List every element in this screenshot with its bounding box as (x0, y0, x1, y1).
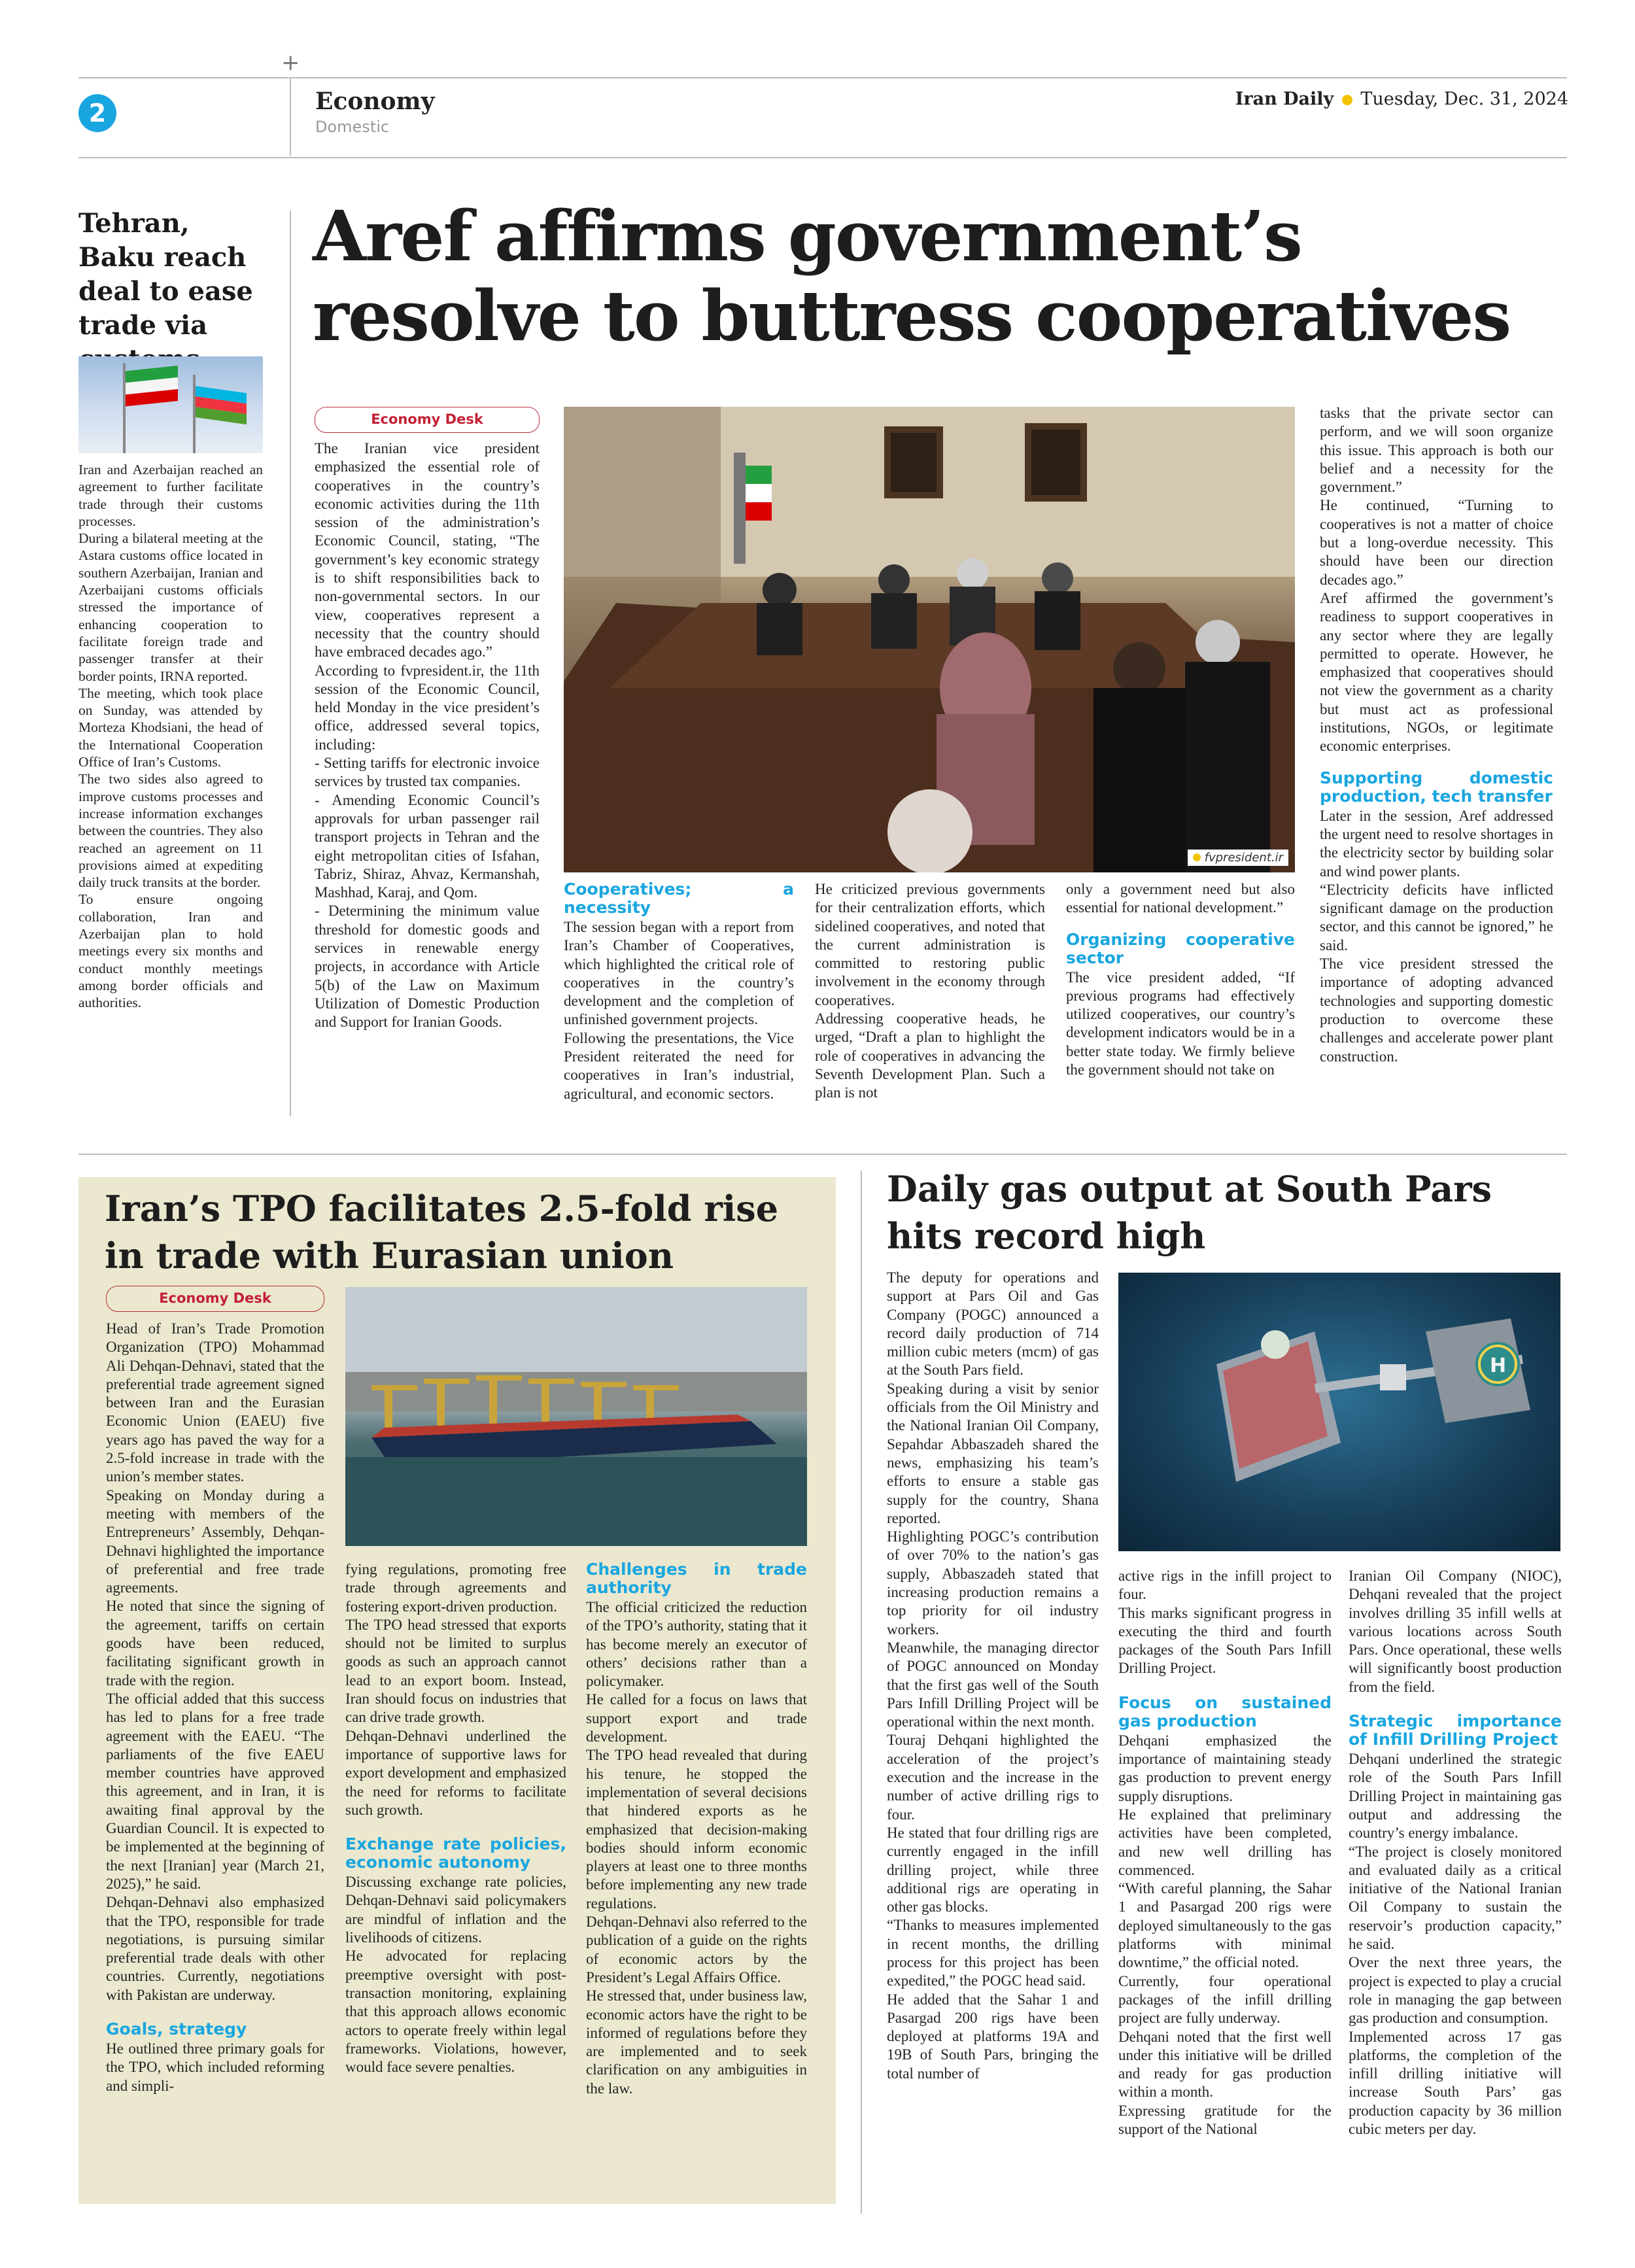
gas-col-2 (1118, 1567, 1332, 2139)
tpo-desk-tag: Economy Desk (106, 1286, 324, 1312)
paragraph: Dehqani noted that the first well under this initiative will be drilled and ready for gas production within a month. (1118, 2028, 1332, 2101)
paragraph: Addressing cooperative heads, he urged, “Draft a plan to highlight the role of cooperatives in advancing the Seventh Development Plan. Such a plan is not (815, 1010, 1045, 1101)
paragraph: Dehqan-Dehnavi underlined the importance of supportive laws for export development and emphasized the need for reforms to facilitate such growth. (345, 1727, 566, 1818)
paragraph: He stated that four drilling rigs are currently engaged in the infill drilling project, while three additional rigs are operating in other gas blocks. (887, 1824, 1099, 1916)
main-headline: Aref affirms government’s resolve to buttress cooperatives (313, 195, 1511, 356)
paragraph: The TPO head revealed that during his tenure, he stopped the implementation of several decisions that hindered exports as he emphasized that decision-making bodies should inform economic players at least one to three months before implementing any new trade regulations. (586, 1747, 807, 1912)
paragraph: - Setting tariffs for electronic invoice services by trusted tax companies. (315, 755, 540, 790)
paragraph: Over the next three years, the project is expected to play a crucial role in managing the gap between gas production and consumption. (1349, 1954, 1562, 2027)
tpo-headline-line1: Iran’s TPO facilitates 2.5-fold rise (105, 1188, 779, 1229)
paragraph: He advocated for replacing preemptive oversight with post-transaction monitoring, explaining that this approach allows economic actors to operate freely within legal frameworks. Violations, however, would face severe penalties. (345, 1948, 566, 2076)
paragraph: Currently, four operational packages of the infill drilling project are fully underway. (1118, 1972, 1332, 2027)
paragraph: active rigs in the infill project to four. (1118, 1568, 1332, 1603)
paragraph: He called for a focus on laws that support export and trade development. (586, 1691, 807, 1745)
main-subhead-organizing: Organizing cooperative sector (1066, 929, 1295, 967)
main-col-2 (564, 880, 794, 1103)
paragraph: “With careful planning, the Sahar 1 and Pasargad 200 rigs were deployed simultaneously to the gas platforms with minimal downtime,” the official noted. (1118, 1880, 1332, 1971)
main-subhead-supporting: Supporting domestic production, tech transfer (1320, 768, 1553, 806)
svg-text:H: H (1490, 1354, 1507, 1377)
section-title: Economy (315, 88, 435, 115)
paragraph: He stressed that, under business law, economic actors have the right to be informed of regulations before they are implemented and to seek clarification on any ambiguities in the law. (586, 1987, 807, 2097)
paragraph: This marks significant progress in executing the third and fourth packages of the South Pars Infill Drilling Project. (1118, 1604, 1332, 1677)
paragraph: Meanwhile, the managing director of POGC announced on Monday that the first gas well of the South Pars Infill Drilling Project will be operational within the next month. (887, 1639, 1099, 1730)
sidebar-headline: Tehran, Baku reach deal to ease trade via (78, 208, 253, 341)
paragraph: During a bilateral meeting at the Astara customs office located in southern Azerbaijan, Iranian and Azerbaijani customs officials stressed the importance of enhancing cooperation to facilitate foreign trade and passenger transfer at their border points, IRNA reported. (78, 530, 263, 684)
meeting-illustration (564, 407, 1295, 872)
paragraph: Iran and Azerbaijan reached an agreement to further facilitate trade through their customs processes. (78, 462, 263, 529)
tpo-col-2 (345, 1560, 566, 2076)
paragraph: The vice president stressed the importance of adopting advanced technologies and supporting domestic production to overcome these challenges and accelerate power plant construction. (1320, 955, 1553, 1065)
tpo-headline (105, 1185, 824, 1279)
paragraph: - Determining the minimum value threshold for domestic goods and services in renewable energy projects, in accordance with Article 5(b) of the Law on Maximum Utilization of Domestic Production and Support for Iranian Goods. (315, 902, 540, 1031)
port-photo (345, 1287, 807, 1546)
subsection-title: Domestic (315, 118, 390, 136)
paragraph: Iranian Oil Company (NIOC), Dehqani revealed that the project involves drilling 35 infill wells at various locations across South Pars. Once operational, these wells will significantly boost production from the field. (1349, 1568, 1562, 1695)
paragraph: Dehqani emphasized the importance of maintaining steady gas production to prevent energy supply disruptions. (1118, 1732, 1332, 1804)
paragraph: The Iranian vice president emphasized the essential role of cooperatives in the country’s economic activities during the 11th session of the administration’s Economic Council, stating, “The government’s key economic strategy is to shift responsibilities back to non-governmental sectors. In our view, cooperatives represent a necessity that the country should have embraced decades ago.” (315, 440, 540, 661)
header-divider (290, 77, 291, 156)
masthead (1235, 89, 1568, 109)
main-col-1 (315, 439, 540, 1032)
paragraph: Expressing gratitude for the support of the National (1118, 2102, 1332, 2138)
crop-mark: + (281, 50, 300, 76)
page-number-badge: 2 (78, 94, 116, 132)
tpo-headline-line2: in trade with Eurasian union (105, 1235, 674, 1277)
dot-icon (1342, 95, 1352, 105)
paragraph: He continued, “Turning to cooperatives is not a matter of choice but a long-overdue necessity. This should have been our direction decades ago.” (1320, 497, 1553, 588)
header-top-rule (78, 77, 1567, 78)
paragraph: Speaking during a visit by senior officials from the Oil Ministry and the National Iranian Oil Company, Sepahdar Abbaszadeh shared the news, emphasizing his team’s efforts to ensure a stable gas supply for the country, Shana reported. (887, 1380, 1099, 1526)
main-subhead-cooperatives: Cooperatives; a necessity (564, 880, 794, 917)
sidebar-body (78, 461, 263, 1012)
paragraph: Later in the session, Aref addressed the urgent need to resolve shortages in the electricity sector by building solar and wind power plants. (1320, 807, 1553, 880)
paragraph: He added that the Sahar 1 and Pasargad 200 rigs have been deployed at platforms 19A and 19B of South Pars, bringing the total number of (887, 1991, 1099, 2082)
paragraph: The vice president added, “If previous programs had effectively utilized cooperatives, our country’s development indicators would be in a better state today. We firmly believe the government should not take on (1066, 969, 1295, 1078)
tpo-col-3 (586, 1560, 807, 2098)
tpo-subhead-challenges: Challenges in trade authority (586, 1560, 807, 1597)
bottom-divider (861, 1171, 862, 2214)
main-col-5 (1320, 404, 1553, 1066)
gas-col-1 (887, 1269, 1099, 2083)
paragraph: The TPO head stressed that exports should not be limited to surplus goods as such an approach cannot lead to an export boom. Instead, Iran should focus on industries that can drive trade growth. (345, 1616, 566, 1726)
sidebar-divider (290, 211, 291, 1116)
paragraph: Dehqan-Dehnavi also emphasized that the TPO, responsible for trade negotiations, is pursuing similar preferential trade deals with other countries. Currently, negotiations with Pakistan are underway. (106, 1894, 324, 2003)
paper-name: Iran Daily (1235, 89, 1334, 109)
header-bottom-rule (78, 157, 1567, 158)
tpo-col-1 (106, 1320, 324, 2095)
paragraph: According to fvpresident.ir, the 11th session of the Economic Council, held Monday in the vice president’s office, addressed several topics, including: (315, 662, 540, 753)
paragraph: He criticized previous governments for their centralization efforts, which sidelined cooperatives, and noted that the current administration is committed to restoring public involvement in the economy through cooperatives. (815, 881, 1045, 1008)
paragraph: “Electricity deficits have inflicted significant damage on the production sector, and this cannot be ignored,” he said. (1320, 881, 1553, 954)
paragraph: The official criticized the reduction of the TPO’s authority, stating that it has become merely an executor of others’ decisions rather than a policymaker. (586, 1599, 807, 1690)
platform-illustration (1118, 1273, 1560, 1551)
paragraph: The two sides also agreed to improve customs processes and increase information exchanges between the countries. They also reached an agreement on 11 provisions aimed at expediting daily truck transits at the border. (78, 771, 263, 891)
flags-photo (78, 356, 263, 453)
gas-headline (887, 1165, 1541, 1260)
paragraph: “The project is closely monitored and evaluated daily as a critical initiative of the National Iranian Oil Company to sustain the reservoir’s production capacity,” he said. (1349, 1843, 1562, 1953)
mid-rule (78, 1154, 1567, 1155)
paragraph: tasks that the private sector can perform, and we will soon organize this issue. This approach is both our belief and a necessity for the government.” (1320, 405, 1553, 496)
tpo-subhead-goals: Goals, strategy (106, 2019, 247, 2038)
meeting-photo (564, 407, 1295, 872)
main-col4-top: only a government need but also essential for national development.” (1066, 881, 1295, 916)
gas-col-3 (1349, 1567, 1562, 2139)
paragraph: Discussing exchange rate policies, Dehqan-Dehnavi said policymakers are mindful of inflation and the livelihoods of citizens. (345, 1874, 566, 1946)
paragraph: “Thanks to measures implemented in recent months, the drilling process for this project has been expedited,” the POGC head said. (887, 1917, 1099, 1989)
paragraph: Implemented across 17 gas platforms, the completion of the infill drilling initiative will increase South Pars’ gas production capacity by 36 million cubic meters per day. (1349, 2028, 1562, 2138)
tpo-subhead-exchange: Exchange rate policies, economic autonomy (345, 1834, 566, 1872)
paragraph: The deputy for operations and support at Pars Oil and Gas Company (POGC) announced a record daily production of 714 million cubic meters (mcm) of gas at the South Pars field. (887, 1269, 1099, 1379)
port-illustration (345, 1287, 807, 1546)
paragraph: Head of Iran’s Trade Promotion Organization (TPO) Mohammad Ali Dehqan-Dehnavi, stated that the preferential trade agreement signed between Iran and the Eurasian Economic Union (EAEU) five years ago has paved the way for a 2.5-fold increase in trade with the union’s member states. (106, 1320, 324, 1485)
issue-date: Tuesday, Dec. 31, 2024 (1360, 89, 1568, 109)
paragraph: Dehqani underlined the strategic role of the South Pars Infill Drilling Project in maintaining gas output and addressing the country’s energy imbalance. (1349, 1751, 1562, 1842)
flags-illustration (78, 356, 263, 453)
photo-credit (1188, 850, 1288, 866)
paragraph: The official added that this success has led to plans for a free trade agreement with the EAEU. “The parliaments of the five EAEU member countries have approved this agreement, and in Iran, it is awaiting final approval by the Guardian Council. It is expected to be implemented at the beginning of the next [Iranian] year (March 21, 2025),” he said. (106, 1690, 324, 1892)
paragraph: Touraj Dehqani highlighted the acceleration of the project’s execution and the increase in the number of active drilling rigs to four. (887, 1732, 1099, 1823)
paragraph: Following the presentations, the Vice President reiterated the need for cooperatives in Iran’s industrial, agricultural, and economic sectors. (564, 1029, 794, 1102)
gas-subhead-focus: Focus on sustained gas production (1118, 1692, 1332, 1730)
credit-dot-icon (1193, 853, 1201, 861)
gas-subhead-strategic: Strategic importance of Infill Drilling Project (1349, 1711, 1562, 1749)
paragraph: - Amending Economic Council’s approvals for urban passenger rail transport projects in Tehran and the eight metropolitan cities of Isfahan, Tabriz, Shiraz, Ahvaz, Kermanshah, Mashhad, Karaj, and Qom. (315, 791, 540, 901)
platform-photo (1118, 1273, 1560, 1551)
paragraph: Speaking on Monday during a meeting with members of the Entrepreneurs’ Assembly, Dehqan-Dehnavi highlighted the importance of preferential and free trade agreements. (106, 1486, 324, 1596)
paragraph: Highlighting POGC’s contribution of over 70% to the nation’s gas supply, Abbaszadeh stated that increasing production remains a top priority for oil industry workers. (887, 1528, 1099, 1638)
paragraph: Dehqan-Dehnavi also referred to the publication of a guide on the rights of economic actors by the President’s Legal Affairs Office. (586, 1914, 807, 1985)
paragraph: He explained that preliminary activities have been completed, and new well drilling has commenced. (1118, 1806, 1332, 1878)
main-col-4 (1066, 880, 1295, 1079)
paragraph: To ensure ongoing collaboration, Iran and Azerbaijan plan to hold meetings every six months and conduct monthly meetings among border officials and authorities. (78, 891, 263, 1011)
paragraph: Aref affirmed the government’s readiness to support cooperatives in any sector where they are legally permitted to operate. However, he emphasized that cooperatives should not view the government as a charity but must act as professional institutions, NGOs, or legitimate economic enterprises. (1320, 589, 1553, 755)
paragraph: The meeting, which took place on Sunday, was attended by Morteza Khodsiani, the head of the International Cooperation Office of Iran’s Customs. (78, 685, 263, 770)
economy-desk-tag: Economy Desk (315, 407, 540, 433)
paragraph: He noted that since the signing of the agreement, tariffs on certain goods have been reduced, facilitating significant growth in trade with the region. (106, 1598, 324, 1689)
paragraph: The session began with a report from Iran’s Chamber of Cooperatives, which highlighted the critical role of cooperatives in the country’s development and the completion of unfinished government projects. (564, 919, 794, 1028)
gas-headline-line2: hits record high (887, 1215, 1206, 1257)
main-col-3 (815, 880, 1045, 1103)
paragraph: He outlined three primary goals for the TPO, which included reforming and simpli- (106, 2040, 324, 2094)
gas-headline-line1: Daily gas output at South Pars (887, 1168, 1492, 1210)
credit-text: fvpresident.ir (1204, 851, 1283, 865)
paragraph: fying regulations, promoting free trade through agreements and fostering export-driven production. (345, 1561, 566, 1615)
